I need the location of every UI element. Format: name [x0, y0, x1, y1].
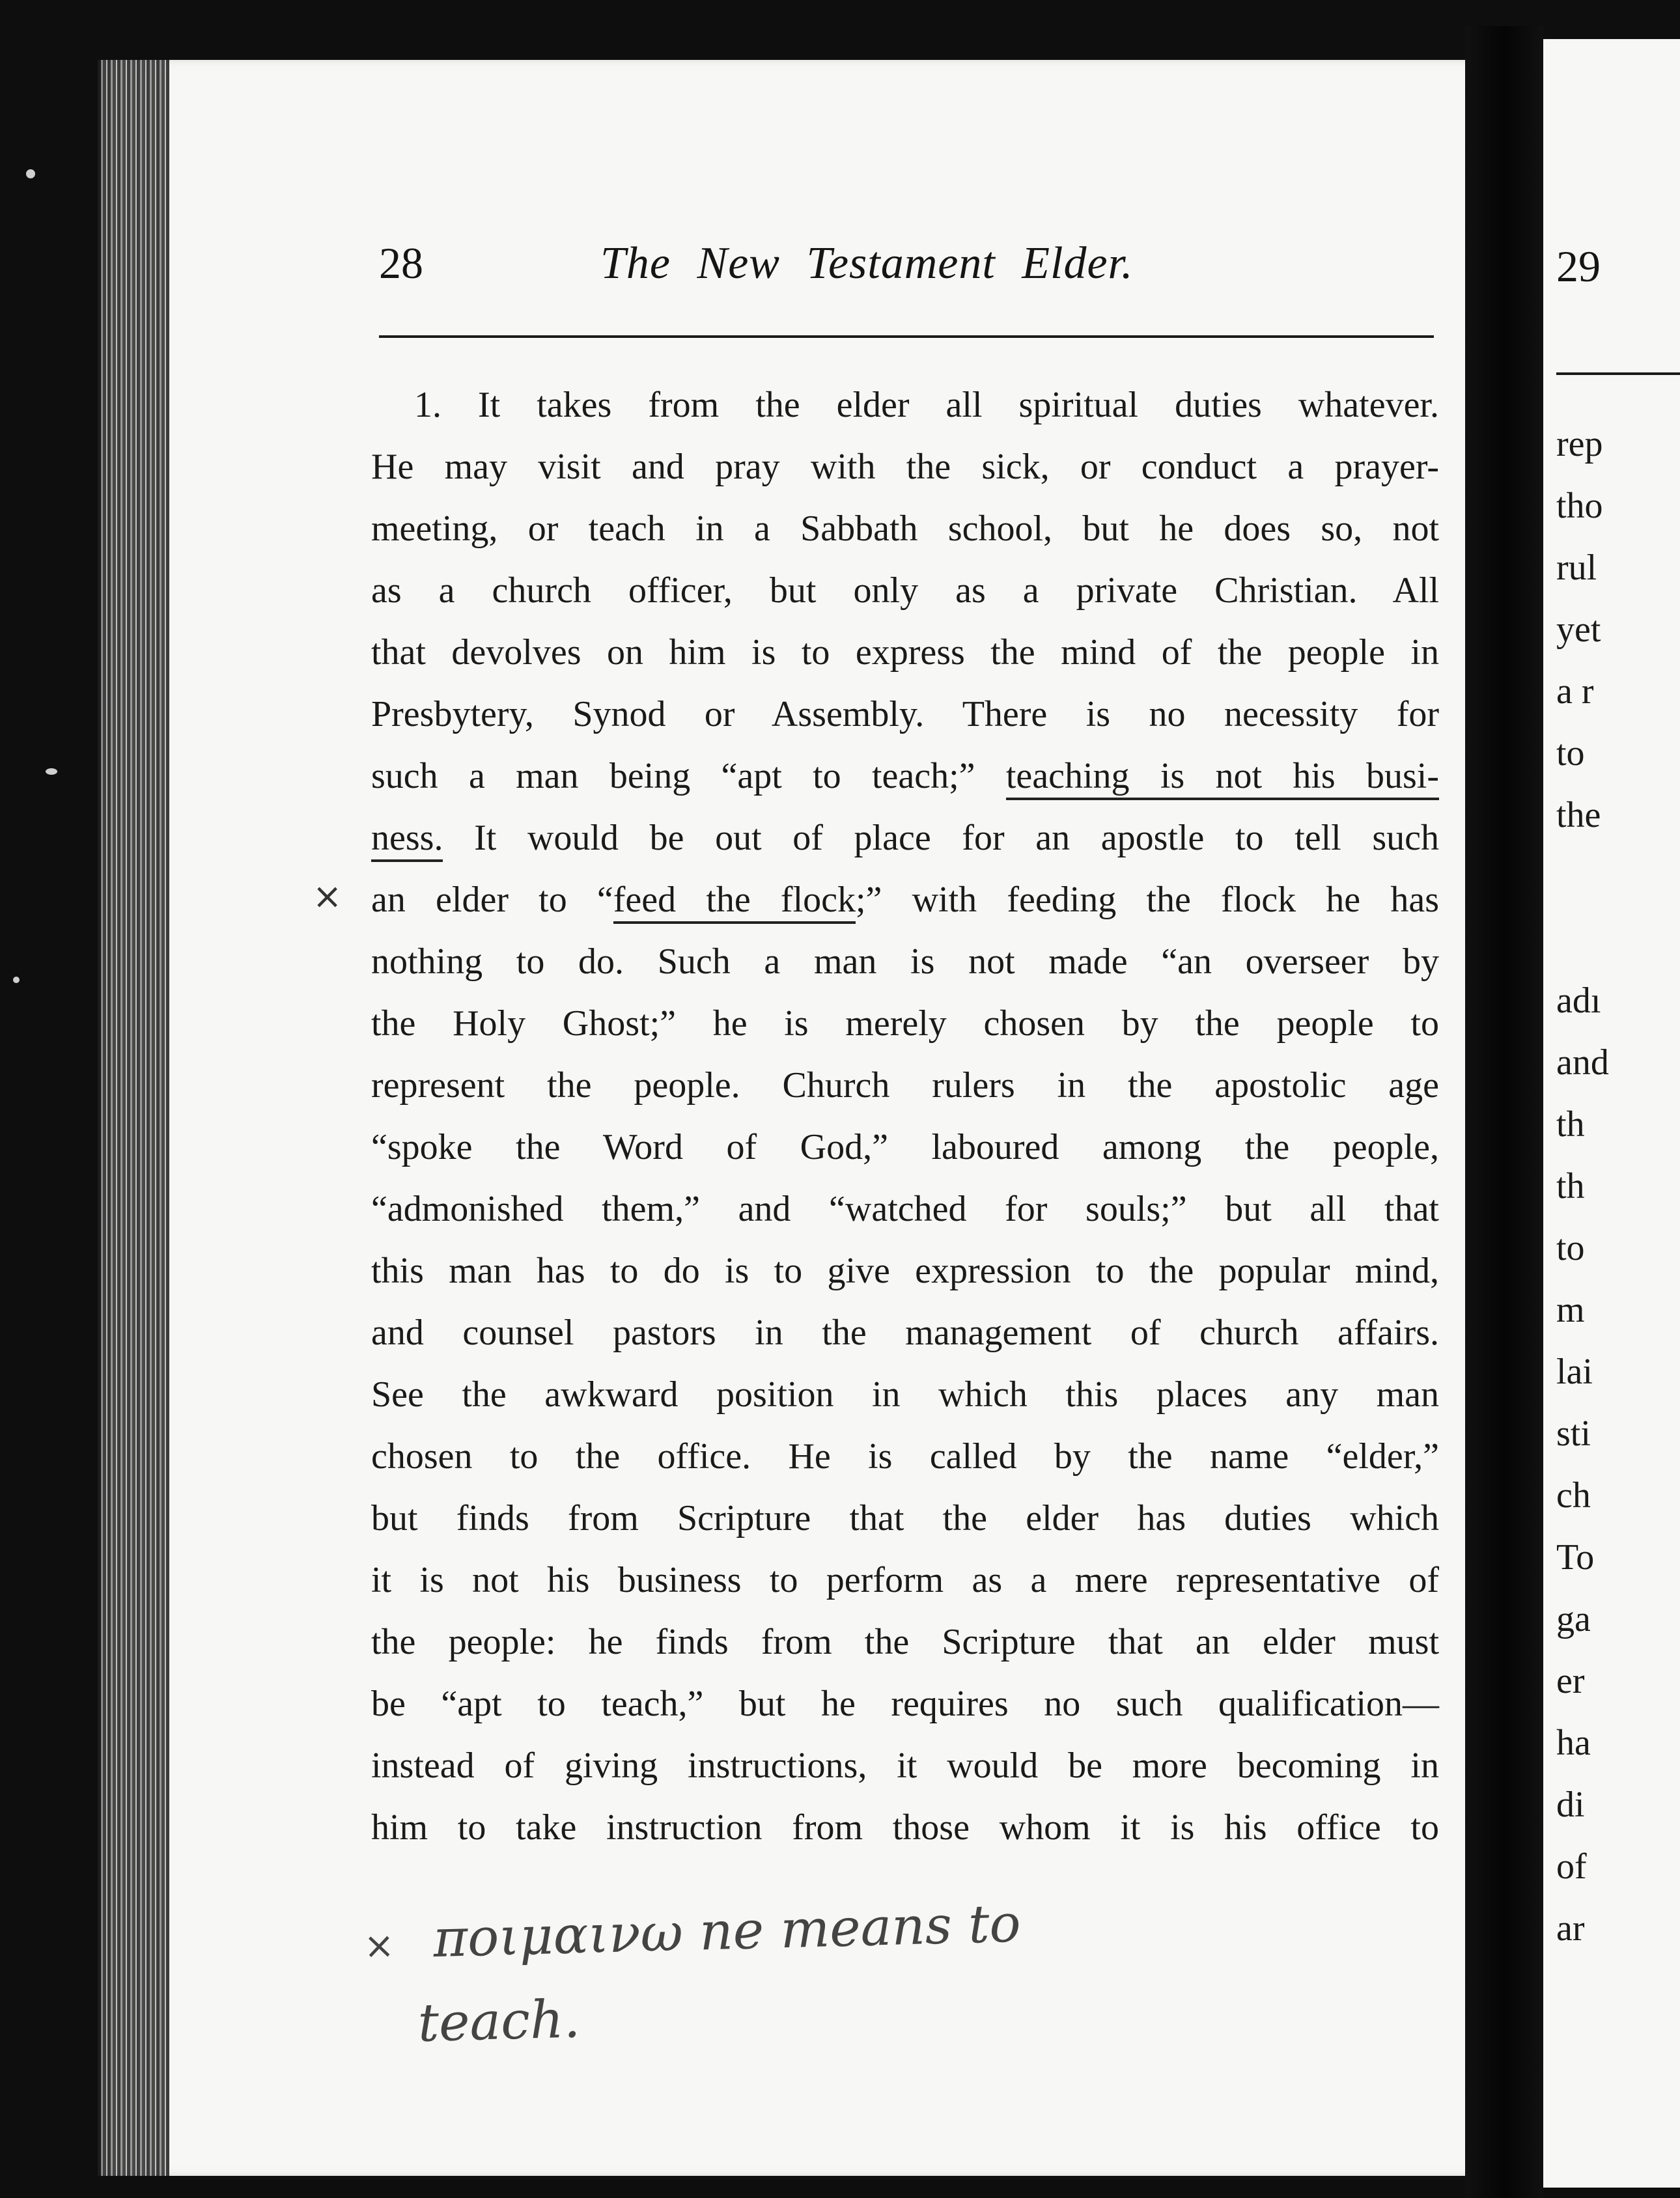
right-page-fragment: [1556, 846, 1609, 908]
right-page-fragment: the: [1556, 795, 1601, 835]
right-page: [1543, 39, 1680, 2188]
page-number: 28: [379, 238, 423, 288]
text-line: [371, 869, 1439, 931]
text-line: but finds from Scripture that the elder has duties which: [371, 1498, 1439, 1538]
text-line: him to take instruction from those whom it is his office to: [371, 1807, 1439, 1848]
right-page-fragment: ga: [1556, 1599, 1591, 1639]
scan-speck: [13, 977, 20, 983]
text-line: that devolves on him is to express the mind of the people in: [371, 632, 1439, 673]
header-rule: [379, 335, 1434, 338]
right-header-rule: [1556, 372, 1680, 375]
text-line: this man has to do is to give expression to the popular mind,: [371, 1251, 1439, 1291]
underlined-text: ness.: [371, 818, 443, 862]
text-line: meeting, or teach in a Sabbath school, but he does so, not: [371, 508, 1439, 549]
right-page-fragment: rul: [1556, 548, 1597, 588]
right-page-fragment: di: [1556, 1785, 1585, 1825]
scan-speck: [26, 169, 35, 178]
right-page-fragment: er: [1556, 1661, 1585, 1701]
page-edge-stack: [98, 60, 169, 2176]
text-segment: It would be out of place for an apostle to tell such: [474, 818, 1440, 858]
right-page-number: 29: [1556, 242, 1601, 291]
text-line: Presbytery, Synod or Assembly. There is no necessity for: [371, 694, 1439, 734]
text-line: be “apt to teach,” but he requires no such qualification—: [371, 1684, 1439, 1724]
text-line: “spoke the Word of God,” laboured among the people,: [371, 1127, 1439, 1167]
book-gutter: [1465, 26, 1543, 2198]
right-page-fragment: ch: [1556, 1475, 1591, 1516]
underlined-text: teaching is not his busi-: [1006, 756, 1439, 800]
right-page-fragment: th: [1556, 1104, 1585, 1145]
right-page-fragment: ar: [1556, 1908, 1585, 1949]
right-page-fragment: ha: [1556, 1723, 1591, 1763]
text-line: instead of giving instructions, it would be more becoming in: [371, 1746, 1439, 1786]
right-page-fragment: th: [1556, 1166, 1585, 1206]
handwritten-note: [363, 1874, 1408, 2064]
right-page-fragment: rep: [1556, 424, 1603, 464]
running-head: [379, 238, 1434, 296]
text-line: [371, 745, 1439, 807]
text-segment: ;” with feeding the flock he has: [855, 880, 1439, 920]
right-page-fragment: lai: [1556, 1352, 1593, 1392]
right-page-fragment: yet: [1556, 609, 1601, 650]
right-page-fragment: To: [1556, 1537, 1595, 1578]
body-text: [371, 374, 1439, 1859]
text-segment: an elder to “: [371, 880, 613, 920]
text-line: and counsel pastors in the management of church affairs.: [371, 1313, 1439, 1353]
text-line: [371, 807, 1439, 869]
text-line: See the awkward position in which this places any man: [371, 1374, 1439, 1415]
text-line: the Holy Ghost;” he is merely chosen by the people to: [371, 1003, 1439, 1044]
right-page-fragment: to: [1556, 1228, 1585, 1268]
text-line: 1. It takes from the elder all spiritual duties whatever.: [414, 385, 1439, 425]
text-line: nothing to do. Such a man is not made “an overseer by: [371, 941, 1439, 982]
right-page-fragment: a r: [1556, 671, 1594, 712]
scan-speck: [46, 768, 57, 775]
right-page-fragment: of: [1556, 1846, 1587, 1887]
text-segment: such a man being “apt to teach;”: [371, 756, 975, 796]
underlined-text: feed the flock: [613, 880, 856, 924]
text-line: as a church officer, but only as a private Christian. All: [371, 570, 1439, 611]
handwritten-text: ποιμαινω ne means to: [432, 1893, 1022, 1969]
handwritten-mark: ×: [363, 1924, 395, 1968]
text-line: chosen to the office. He is called by the name “elder,”: [371, 1436, 1439, 1477]
text-line: He may visit and pray with the sick, or conduct a prayer-: [371, 447, 1439, 487]
running-title: The New Testament Elder.: [600, 238, 1134, 288]
right-page-fragment: adı: [1556, 981, 1601, 1021]
right-page-fragment: m: [1556, 1290, 1585, 1330]
right-page-fragment: tho: [1556, 486, 1603, 526]
text-line: it is not his business to perform as a mere representative of: [371, 1560, 1439, 1600]
right-page-fragment: sti: [1556, 1413, 1591, 1454]
right-page-fragment: to: [1556, 733, 1585, 773]
right-page-fragment: and: [1556, 1042, 1609, 1083]
margin-mark: ×: [313, 876, 343, 917]
text-line: represent the people. Church rulers in the apostolic age: [371, 1065, 1439, 1106]
handwritten-line: teach.: [417, 1988, 581, 2053]
right-page-fragment: [1556, 908, 1609, 970]
right-page-fragments: [1556, 413, 1609, 1960]
text-line: the people: he finds from the Scripture that an elder must: [371, 1622, 1439, 1662]
text-line: “admonished them,” and “watched for souls;” but all that: [371, 1189, 1439, 1229]
